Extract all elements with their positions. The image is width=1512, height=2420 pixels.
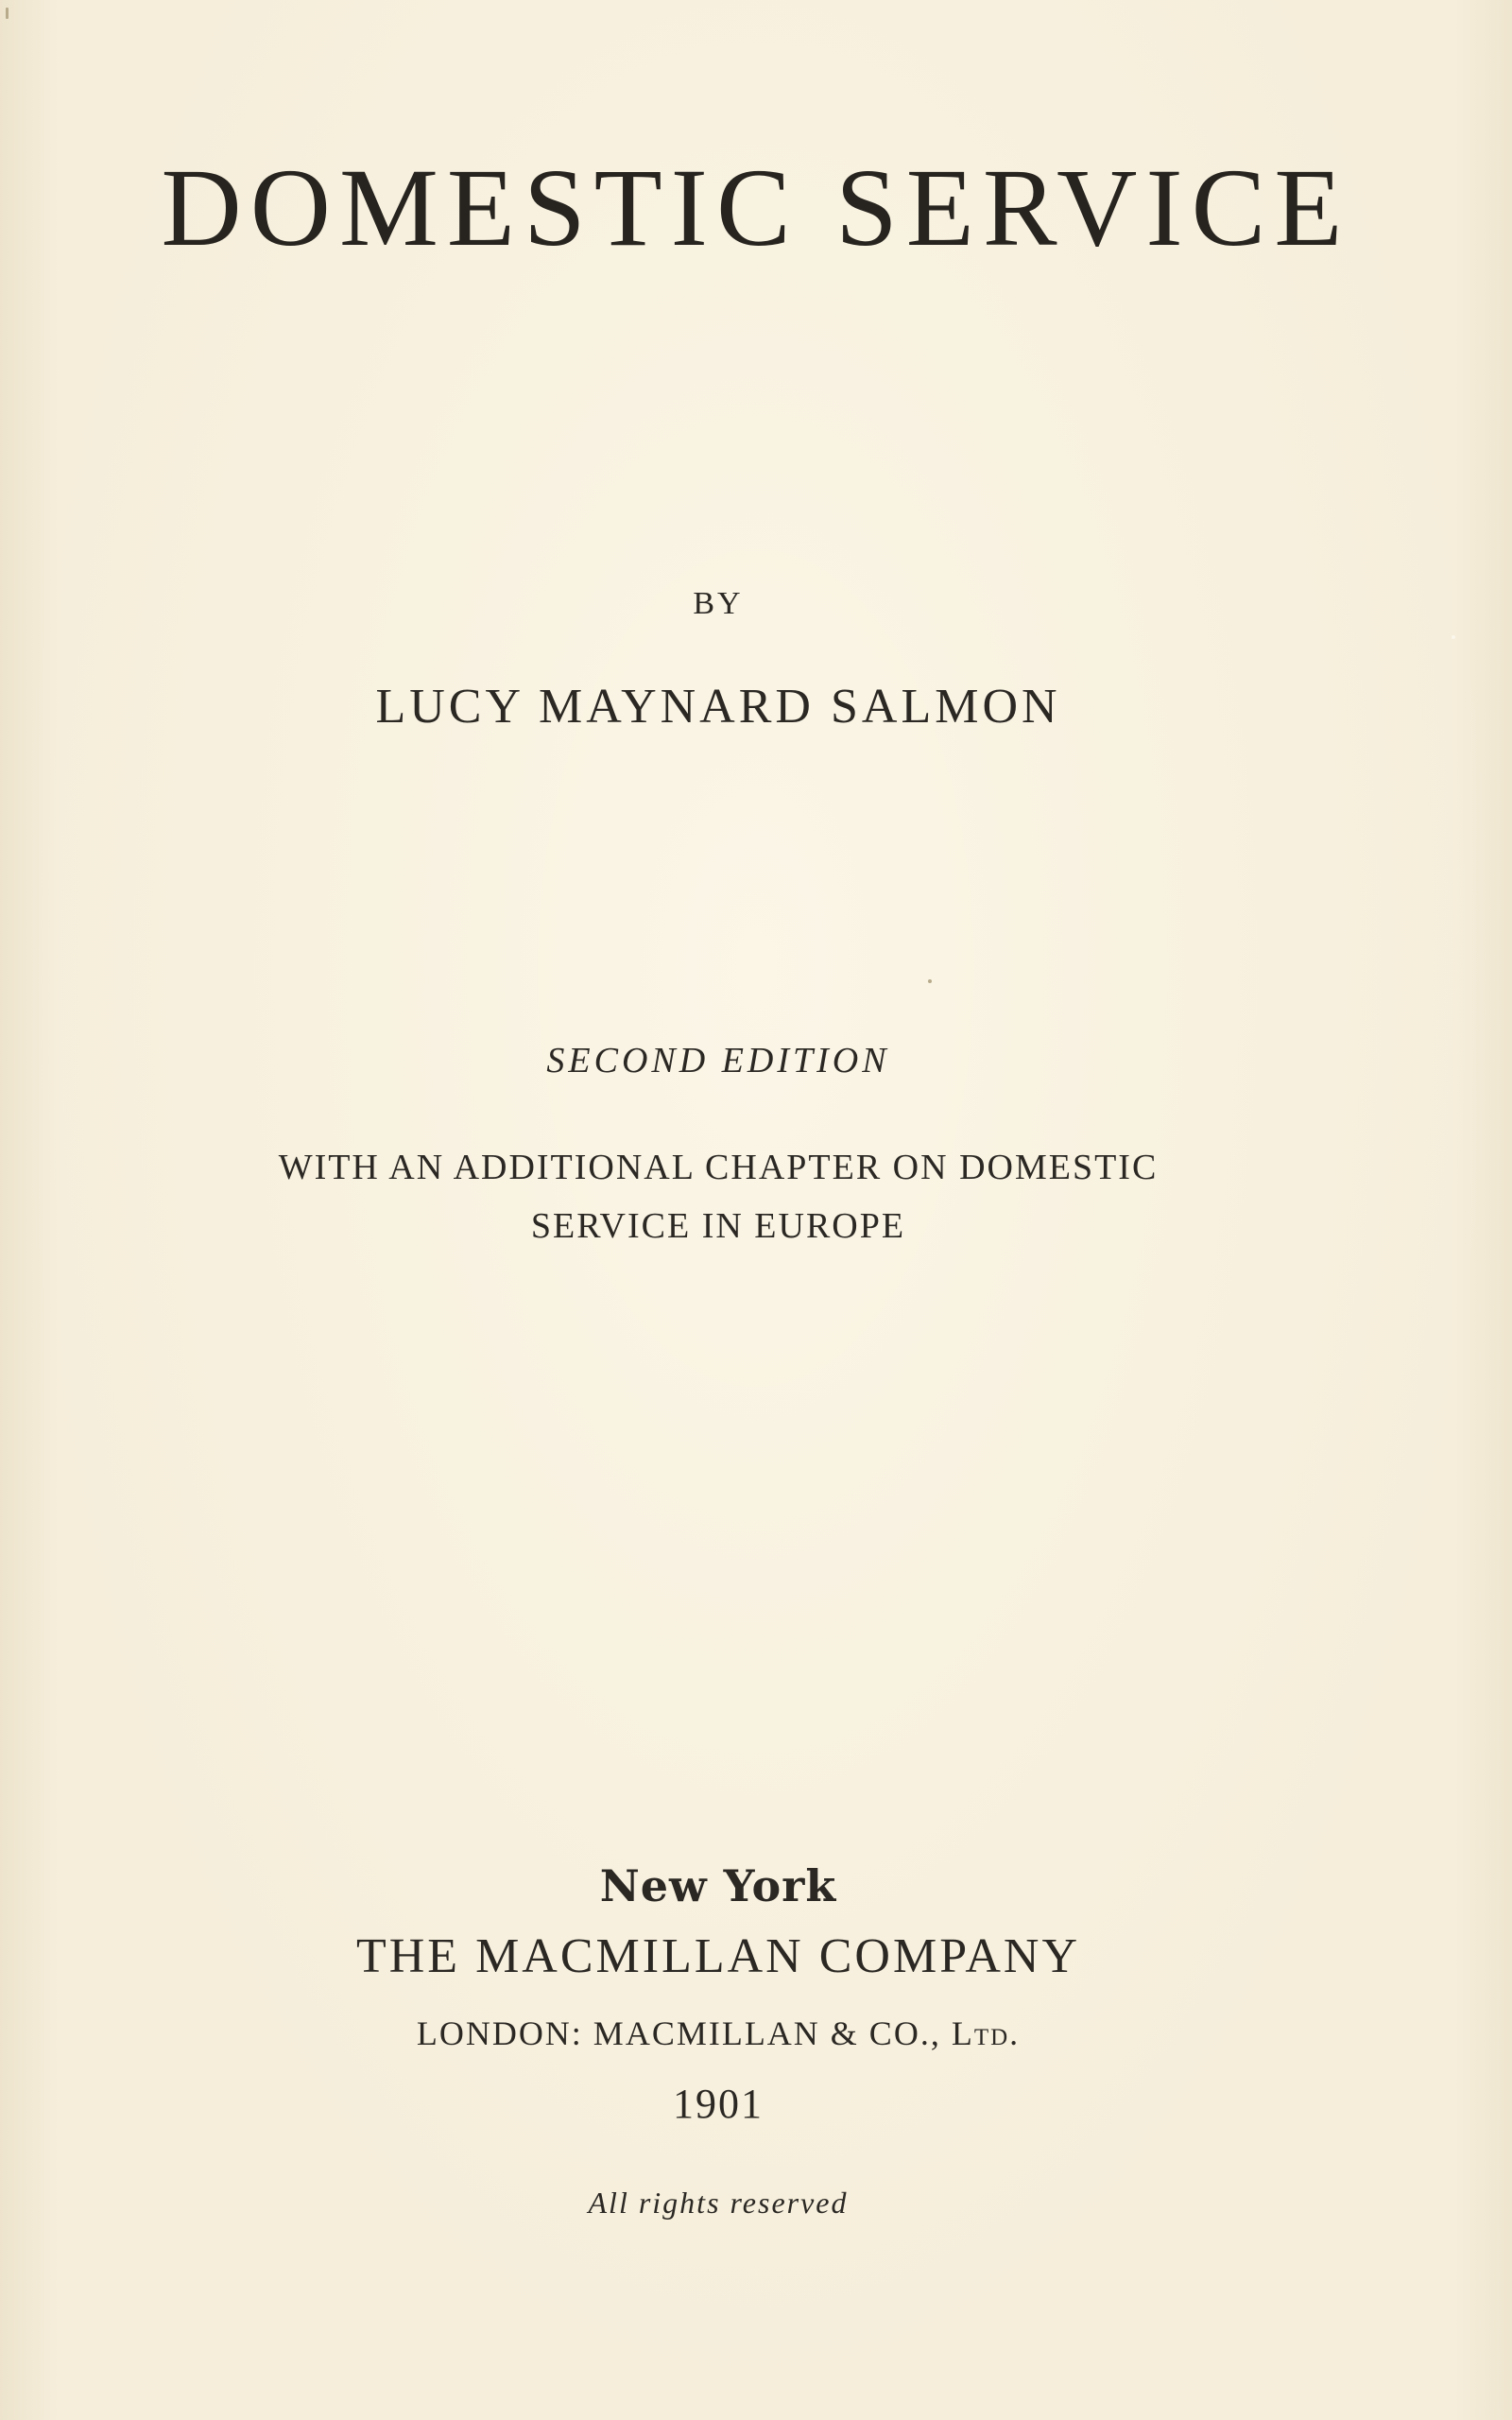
publication-year: 1901 xyxy=(673,2081,764,2127)
london-imprint xyxy=(0,2014,1474,2053)
book-title: DOMESTIC SERVICE xyxy=(161,146,1351,269)
paper-speck xyxy=(1452,635,1455,639)
london-imprint-text: LONDON: MACMILLAN & CO., xyxy=(416,2014,952,2052)
subtitle-line-1: WITH AN ADDITIONAL CHAPTER ON DOMESTIC xyxy=(278,1148,1159,1187)
rights-notice: All rights reserved xyxy=(588,2186,849,2220)
london-imprint-ltd: Ltd. xyxy=(951,2014,1021,2052)
paper-speck xyxy=(6,8,9,19)
edition-label: SECOND EDITION xyxy=(546,1041,890,1080)
byline-label: BY xyxy=(693,586,744,621)
subtitle-line-2: SERVICE IN EUROPE xyxy=(530,1206,906,1246)
publication-place: New York xyxy=(599,1860,837,1911)
author-name: LUCY MAYNARD SALMON xyxy=(375,680,1061,734)
publisher-name: THE MACMILLAN COMPANY xyxy=(355,1929,1080,1983)
paper-speck xyxy=(928,979,932,983)
